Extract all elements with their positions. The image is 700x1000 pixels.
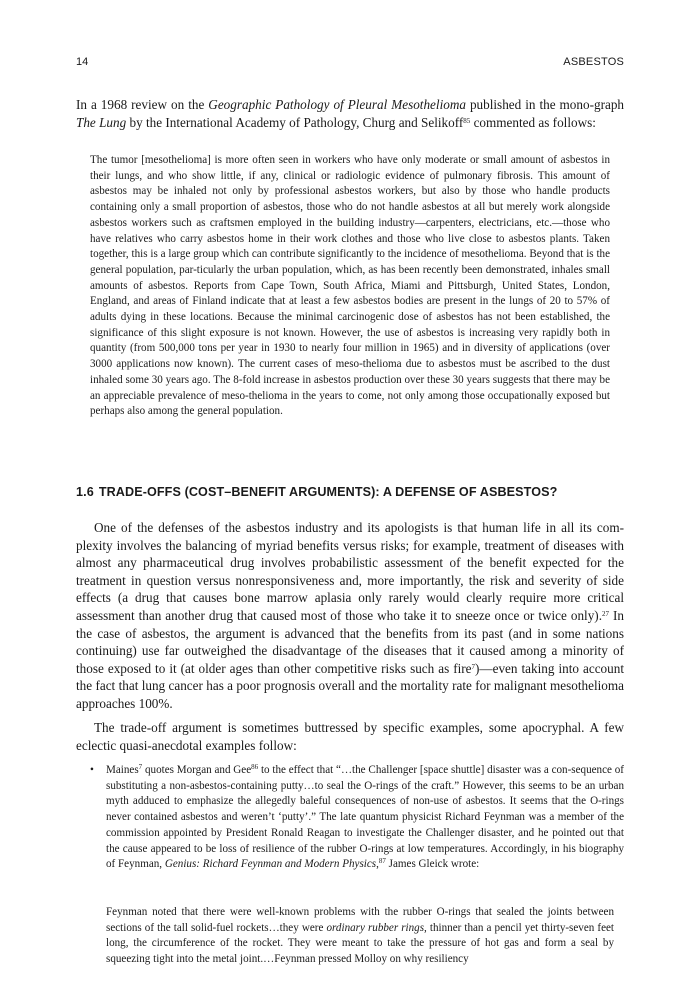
body-paragraph: The trade-off argument is sometimes buttressed by specific examples, some apocryphal. A few eclectic quasi-anecdotal examples follow:	[76, 720, 624, 753]
section-title: TRADE-OFFS (COST–BENEFIT ARGUMENTS): A DEFENSE OF ASBESTOS?	[98, 485, 558, 499]
chapter-title-header: ASBESTOS	[563, 56, 624, 68]
reference-superscript: 7	[471, 662, 476, 671]
bullet-text-run: quotes Morgan and Gee	[142, 764, 252, 776]
reference-superscript: 7	[138, 763, 143, 771]
body-text: One of the defenses of the asbestos industry and its apologists is that human life in all its com-plexity involves the balancing of myriad benefits versus risks; for example, treatment of diseases with almost any pharmaceutical drug involves probabilistic assessment of the benefit expected for the treatment in question versus nonresponsiveness and, more importantly, the risk and severity of side effects (a drug that causes bone marrow aplasia only rarely would clearly require more critical assessment than another drug that caused most of those who take it to sneeze once or twice only).	[76, 520, 624, 623]
body-paragraph	[76, 519, 624, 713]
bullet-mark: •	[90, 764, 94, 776]
section-number: 1.6	[76, 485, 94, 499]
running-head	[76, 56, 624, 70]
quote-italic: ordinary rubber rings,	[326, 921, 427, 934]
reference-superscript: 85	[463, 117, 471, 125]
bullet-text-run: Maines	[106, 764, 139, 776]
intro-paragraph	[76, 96, 624, 132]
body-text: In the case of asbestos, the argument is advanced that the benefits from its past (and in some nations continuing) use far outweighed the disadvantage of the diseases that it caused among a minority of those exposed to it (at older ages than other competitive risks such as fire	[76, 607, 624, 676]
intro-text: by the International Academy of Pathology, Churg and Selikoff	[126, 115, 464, 130]
quote-text: thinner than a pencil yet thirty-seven feet long, the circumference of the rocket. They were meant to take the pressure of hot gas and form a seal by squeezing tight into the metal joint.…Feynman pressed Molloy on why resiliency	[106, 921, 615, 966]
block-quote: The tumor [mesothelioma] is more often seen in workers who have only moderate or small amount of asbestos in their lungs, and who show little, if any, clinical or radiologic evidence of pulmonary fibrosis. This amount of asbestos may be inhaled not only by professional asbestos workers, but also by those who handle products containing only a small proportion of asbestos, those who do not handle asbestos at all but merely work alongside asbestos workers such as craftsmen employed in the building industry—carpenters, electricians, etc.—those who have relatives who carry asbestos home in their work clothes and those who live close to asbestos plants. Taken together, this is a large group which can contribute significantly to the incidence of mesothelioma. Beyond that is the general population, par-ticularly the urban population, which, as has been recently been demonstrated, inhales small amounts of asbestos. Reports from Cape Town, South Africa, Miami and Pittsburgh, United States, London, England, and areas of Finland indicate that at least a few asbestos bodies are present in the lungs of 20 to 57% of adults dying in these locations. Because the minimal carcinogenic dose of asbestos has not been established, the significance of this slight exposure is not known. However, the use of asbestos is increasing very rapidly both in quantity (from 500,000 tons per year in 1930 to nearly four million in 1965) and in diversity of applications (over 3000 applications now known). The current cases of meso-thelioma due to asbestos must be ascribed to the dust inhaled some 30 years ago. The 8-fold increase in asbestos production over these 30 years suggests that there may be an appreciable prevalence of meso-thelioma in the years to come, not only among those occupationally exposed but perhaps also among the general population.	[90, 154, 610, 418]
quote-text: Feynman noted that there were well-known problems with the rubber O-rings that sealed the joints between sections of the tall solid-fuel rockets…they were	[106, 906, 614, 934]
nested-block-quote	[106, 905, 614, 968]
intro-italic-title: Geographic Pathology of Pleural Mesothelioma	[208, 97, 466, 112]
intro-italic-monograph: The Lung	[76, 115, 127, 130]
intro-text: In a 1968 review on the	[76, 97, 209, 112]
reference-superscript: 87	[378, 857, 386, 866]
reference-superscript: 27	[602, 609, 609, 618]
bullet-item	[90, 763, 624, 873]
book-title-italic: Genius: Richard Feynman and Modern Physics	[164, 858, 377, 871]
intro-text: commented as follows:	[470, 115, 596, 130]
bullet-text-run: James Gleick wrote:	[385, 858, 480, 871]
bullet-text-run: ,	[376, 858, 379, 871]
intro-text: published in the mono-graph	[465, 97, 625, 112]
reference-superscript: 86	[251, 763, 259, 771]
section-heading	[76, 485, 624, 499]
body-text: )—even taking into account the fact that lung cancer has a poor prognosis overall and the mortality rate for malignant mesothelioma approaches 100%.	[76, 660, 624, 711]
page-number: 14	[76, 56, 89, 68]
bullet-text	[106, 763, 624, 873]
bullet-text-run: to the effect that “…the Challenger [space shuttle] disaster was a con-sequence of substituting a non-asbestos-containing putty…to seal the O-rings of the craft.” However, this seems to be an urban myth adduced to emphasize the allegedly baleful consequences of non-use of asbestos. It seems that the O-rings never contained asbestos and weren’t ‘putty’.” The late quantum physicist Richard Feynman was a member of the commission appointed by President Ronald Reagan to investigate the Challenger disaster, and he pointed out that the cause appeared to be loss of resilience of the rubber O-rings at low temperatures. Accordingly, in his biography of Feynman,	[106, 764, 624, 871]
